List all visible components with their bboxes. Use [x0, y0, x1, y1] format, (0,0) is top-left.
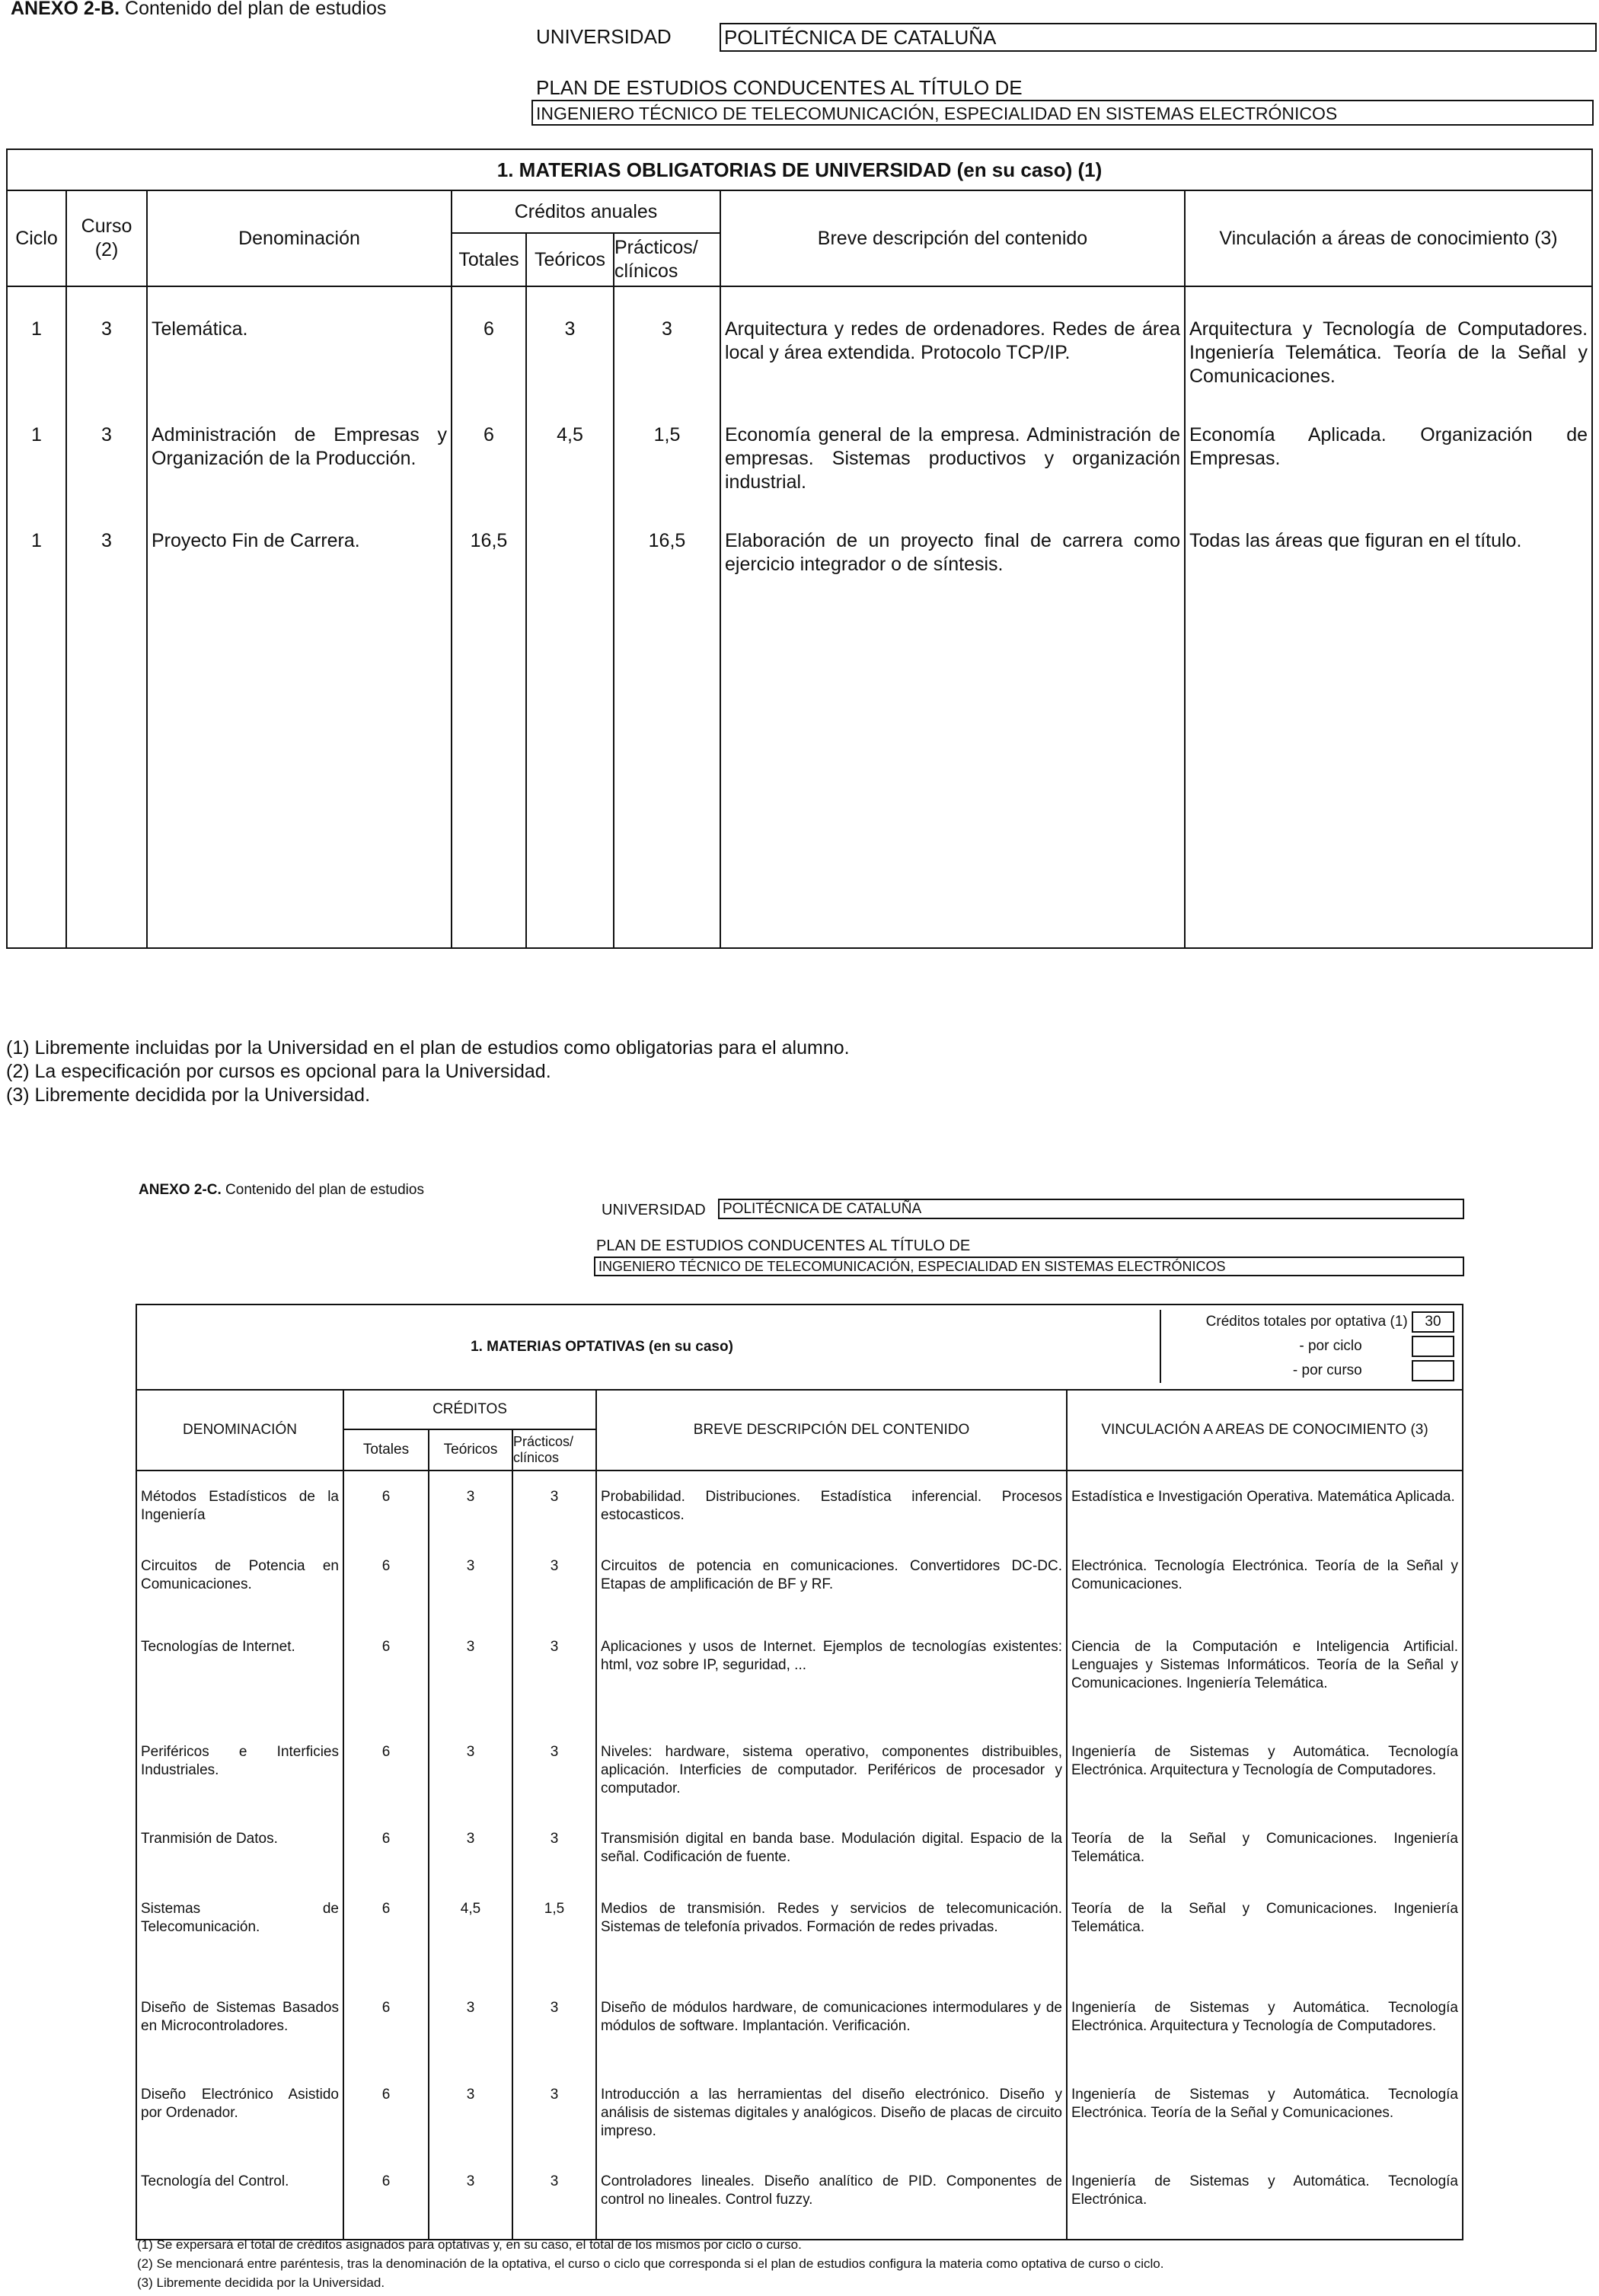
footnotes-2c — [137, 2235, 1470, 2292]
header-descripcion-2: BREVE DESCRIPCIÓN DEL CONTENIDO — [596, 1390, 1067, 1471]
cell-denominacion: Tecnologías de Internet. — [136, 1635, 343, 1740]
cell-descripcion: Medios de transmisión. Redes y servicios de telecomunicación. Sistemas de telefonía privados. Formación de redes privadas. — [596, 1897, 1067, 1996]
annex-2c-title: ANEXO 2-C. — [139, 1182, 222, 1198]
cell-descripcion: Arquitectura y redes de ordenadores. Redes de área local y área extendida. Protocolo TCP/IP. — [720, 286, 1185, 416]
footnote: (1) Libremente incluidas por la Universidad en el plan de estudios como obligatorias para el alumno. — [6, 1037, 850, 1059]
header-teoricos-2: Teóricos — [429, 1429, 512, 1471]
cell-vinculacion: Ingeniería de Sistemas y Automática. Tecnología Electrónica. Arquitectura y Tecnología de Computadores. — [1067, 1740, 1463, 1827]
footnote: (3) Libremente decidida por la Universidad. — [137, 2275, 385, 2290]
university-label-2: UNIVERSIDAD — [602, 1202, 706, 1218]
cell-totales: 6 — [343, 1635, 429, 1740]
cell-vinculacion: Todas las áreas que figuran en el título. — [1185, 522, 1592, 948]
university-field-2 — [718, 1199, 1464, 1219]
cell-denominacion: Diseño Electrónico Asistido por Ordenador. — [136, 2083, 343, 2170]
cell-descripcion: Introducción a las herramientas del diseño electrónico. Diseño y análisis de sistemas digitales y analógicos. Diseño de placas de circuito impreso. — [596, 2083, 1067, 2170]
cell-vinculacion: Ingeniería de Sistemas y Automática. Tecnología Electrónica. — [1067, 2170, 1463, 2240]
cell-denominacion: Periféricos e Interficies Industriales. — [136, 1740, 343, 1827]
header-teoricos: Teóricos — [526, 233, 614, 286]
cell-totales: 6 — [452, 416, 526, 522]
cell-vinculacion: Electrónica. Tecnología Electrónica. Teoría de la Señal y Comunicaciones. — [1067, 1554, 1463, 1635]
cell-denominacion: Tecnología del Control. — [136, 2170, 343, 2240]
plan-field-2 — [594, 1257, 1464, 1276]
footnotes-2b — [6, 1036, 850, 1107]
cell-descripcion: Elaboración de un proyecto final de carrera como ejercicio integrador o de síntesis. — [720, 522, 1185, 948]
cell-descripcion: Diseño de módulos hardware, de comunicaciones intermodulares y de módulos de software. Implantación. Verificación. — [596, 1996, 1067, 2083]
cell-descripcion: Niveles: hardware, sistema operativo, componentes distribuibles, aplicación. Interficies de computador. Periféricos de procesador y computador. — [596, 1740, 1067, 1827]
table-row — [136, 1827, 1463, 1897]
cell-practicos: 3 — [512, 1554, 596, 1635]
table-row — [7, 416, 1592, 522]
cell-totales: 6 — [343, 1740, 429, 1827]
table-row — [136, 1996, 1463, 2083]
annex-2c-heading — [139, 1182, 424, 1199]
cell-curso: 3 — [66, 286, 147, 416]
table-row — [136, 1471, 1463, 1554]
header-curso: Curso (2) — [66, 190, 147, 286]
cell-teoricos: 3 — [429, 1740, 512, 1827]
footnote: (2) La especificación por cursos es opcional para la Universidad. — [6, 1061, 551, 1082]
cell-totales: 6 — [452, 286, 526, 416]
cell-ciclo: 1 — [7, 286, 66, 416]
cell-vinculacion: Estadística e Investigación Operativa. Matemática Aplicada. — [1067, 1471, 1463, 1554]
header-creditos-2: CRÉDITOS — [343, 1390, 596, 1429]
table-row — [136, 2170, 1463, 2240]
cell-practicos: 3 — [512, 1740, 596, 1827]
cell-totales: 16,5 — [452, 522, 526, 948]
cell-teoricos: 3 — [429, 1471, 512, 1554]
table-row — [136, 1740, 1463, 1827]
cell-practicos: 3 — [512, 1471, 596, 1554]
university-value-2: POLITÉCNICA DE CATALUÑA — [723, 1201, 922, 1217]
cell-descripcion: Economía general de la empresa. Administración de empresas. Sistemas productivos y organización industrial. — [720, 416, 1185, 522]
cell-denominacion: Tranmisión de Datos. — [136, 1827, 343, 1897]
plan-value: INGENIERO TÉCNICO DE TELECOMUNICACIÓN, ESPECIALIDAD EN SISTEMAS ELECTRÓNICOS — [536, 104, 1338, 123]
cell-teoricos: 3 — [429, 1996, 512, 2083]
por-ciclo-label: - por ciclo — [1299, 1338, 1362, 1354]
cell-teoricos: 3 — [429, 1554, 512, 1635]
cell-denominacion: Circuitos de Potencia en Comunicaciones. — [136, 1554, 343, 1635]
cell-totales: 6 — [343, 2170, 429, 2240]
annex-2c-subtitle: Contenido del plan de estudios — [225, 1182, 424, 1198]
cell-teoricos — [526, 522, 614, 948]
table-row — [136, 1635, 1463, 1740]
cell-vinculacion: Teoría de la Señal y Comunicaciones. Ingeniería Telemática. — [1067, 1897, 1463, 1996]
cell-totales: 6 — [343, 1554, 429, 1635]
header-practicos: Prácticos/ clínicos — [614, 233, 720, 286]
cell-ciclo: 1 — [7, 416, 66, 522]
cell-teoricos: 3 — [429, 1827, 512, 1897]
cell-teoricos: 4,5 — [429, 1897, 512, 1996]
optional-table-title: 1. MATERIAS OPTATIVAS (en su caso) — [136, 1304, 1067, 1390]
por-curso-label: - por curso — [1292, 1362, 1362, 1378]
annex-2b-subtitle: Contenido del plan de estudios — [125, 0, 387, 19]
footnote: (3) Libremente decidida por la Universidad. — [6, 1084, 371, 1106]
credits-total-value: 30 — [1412, 1311, 1454, 1333]
header-descripcion: Breve descripción del contenido — [720, 190, 1185, 286]
cell-practicos: 1,5 — [614, 416, 720, 522]
table-title: 1. MATERIAS OBLIGATORIAS DE UNIVERSIDAD (en su caso) (1) — [7, 149, 1592, 190]
cell-practicos: 3 — [512, 1635, 596, 1740]
credits-total-label: Créditos totales por optativa (1) — [1205, 1314, 1408, 1330]
mandatory-subjects-table — [6, 148, 1593, 949]
cell-descripcion: Probabilidad. Distribuciones. Estadística inferencial. Procesos estocasticos. — [596, 1471, 1067, 1554]
cell-teoricos: 3 — [429, 2083, 512, 2170]
header-denominacion-2: DENOMINACIÓN — [136, 1390, 343, 1471]
university-value: POLITÉCNICA DE CATALUÑA — [724, 26, 997, 49]
cell-practicos: 3 — [512, 1996, 596, 2083]
credits-summary — [1067, 1304, 1463, 1390]
cell-denominacion: Sistemas de Telecomunicación. — [136, 1897, 343, 1996]
cell-vinculacion: Ciencia de la Computación e Inteligencia Artificial. Lenguajes y Sistemas Informáticos. Teoría de la Señal y Comunicaciones. Ingeniería Telemática. — [1067, 1635, 1463, 1740]
cell-practicos: 1,5 — [512, 1897, 596, 1996]
header-creditos: Créditos anuales — [452, 190, 720, 233]
table-row — [136, 2083, 1463, 2170]
header-practicos-2: Prácticos/ clínicos — [512, 1429, 596, 1471]
header-totales: Totales — [452, 233, 526, 286]
cell-totales: 6 — [343, 1827, 429, 1897]
credits-ciclo-row — [1161, 1334, 1462, 1359]
cell-vinculacion: Ingeniería de Sistemas y Automática. Tecnología Electrónica. Arquitectura y Tecnología de Computadores. — [1067, 1996, 1463, 2083]
cell-curso: 3 — [66, 522, 147, 948]
cell-teoricos: 3 — [429, 2170, 512, 2240]
cell-denominacion: Métodos Estadísticos de la Ingeniería — [136, 1471, 343, 1554]
cell-vinculacion: Ingeniería de Sistemas y Automática. Tecnología Electrónica. Teoría de la Señal y Comunicaciones. — [1067, 2083, 1463, 2170]
por-curso-box — [1412, 1360, 1454, 1381]
cell-teoricos: 3 — [526, 286, 614, 416]
table-row — [7, 286, 1592, 416]
plan-label-2: PLAN DE ESTUDIOS CONDUCENTES AL TÍTULO DE — [596, 1237, 971, 1254]
header-vinculacion: Vinculación a áreas de conocimiento (3) — [1185, 190, 1592, 286]
cell-ciclo: 1 — [7, 522, 66, 948]
cell-practicos: 3 — [512, 2083, 596, 2170]
cell-denominacion: Diseño de Sistemas Basados en Microcontroladores. — [136, 1996, 343, 2083]
header-denominacion: Denominación — [147, 190, 452, 286]
cell-descripcion: Aplicaciones y usos de Internet. Ejemplos de tecnologías existentes: html, voz sobre IP, seguridad, ... — [596, 1635, 1067, 1740]
cell-practicos: 16,5 — [614, 522, 720, 948]
cell-teoricos: 4,5 — [526, 416, 614, 522]
footnote: (1) Se expersará el total de créditos asignados para optativas y, en su caso, el total de los mismos por ciclo o curso. — [137, 2237, 802, 2252]
cell-totales: 6 — [343, 1897, 429, 1996]
header-totales-2: Totales — [343, 1429, 429, 1471]
cell-practicos: 3 — [512, 1827, 596, 1897]
cell-totales: 6 — [343, 1471, 429, 1554]
footnote: (2) Se mencionará entre paréntesis, tras la denominación de la optativa, el curso o ciclo que corresponda si el plan de estudios configura la materia como optativa de curso o ciclo. — [137, 2256, 1164, 2271]
cell-practicos: 3 — [512, 2170, 596, 2240]
cell-denominacion: Telemática. — [147, 286, 452, 416]
plan-label: PLAN DE ESTUDIOS CONDUCENTES AL TÍTULO DE — [536, 76, 1023, 99]
cell-descripcion: Circuitos de potencia en comunicaciones. Convertidores DC-DC. Etapas de amplificación de BF y RF. — [596, 1554, 1067, 1635]
cell-vinculacion: Arquitectura y Tecnología de Computadores. Ingeniería Telemática. Teoría de la Señal y Comunicaciones. — [1185, 286, 1592, 416]
credits-total-row — [1161, 1310, 1462, 1334]
cell-vinculacion: Teoría de la Señal y Comunicaciones. Ingeniería Telemática. — [1067, 1827, 1463, 1897]
annex-2b-title: ANEXO 2-B. — [11, 0, 120, 19]
por-ciclo-box — [1412, 1336, 1454, 1357]
cell-curso: 3 — [66, 416, 147, 522]
credits-curso-row — [1161, 1359, 1462, 1383]
university-label: UNIVERSIDAD — [536, 25, 672, 48]
table-row — [7, 522, 1592, 948]
optional-subjects-table — [136, 1304, 1463, 2240]
annex-2b-heading — [11, 0, 386, 20]
table-row — [136, 1897, 1463, 1996]
cell-totales: 6 — [343, 2083, 429, 2170]
cell-descripcion: Controladores lineales. Diseño analítico de PID. Componentes de control no lineales. Control fuzzy. — [596, 2170, 1067, 2240]
university-field — [720, 23, 1597, 52]
cell-totales: 6 — [343, 1996, 429, 2083]
table-row — [136, 1554, 1463, 1635]
header-ciclo: Ciclo — [7, 190, 66, 286]
plan-field — [531, 100, 1594, 126]
cell-denominacion: Proyecto Fin de Carrera. — [147, 522, 452, 948]
cell-descripcion: Transmisión digital en banda base. Modulación digital. Espacio de la señal. Codificación de fuente. — [596, 1827, 1067, 1897]
cell-teoricos: 3 — [429, 1635, 512, 1740]
header-vinculacion-2: VINCULACIÓN A AREAS DE CONOCIMIENTO (3) — [1067, 1390, 1463, 1471]
plan-value-2: INGENIERO TÉCNICO DE TELECOMUNICACIÓN, ESPECIALIDAD EN SISTEMAS ELECTRÓNICOS — [598, 1259, 1226, 1274]
cell-practicos: 3 — [614, 286, 720, 416]
cell-denominacion: Administración de Empresas y Organización de la Producción. — [147, 416, 452, 522]
cell-vinculacion: Economía Aplicada. Organización de Empresas. — [1185, 416, 1592, 522]
